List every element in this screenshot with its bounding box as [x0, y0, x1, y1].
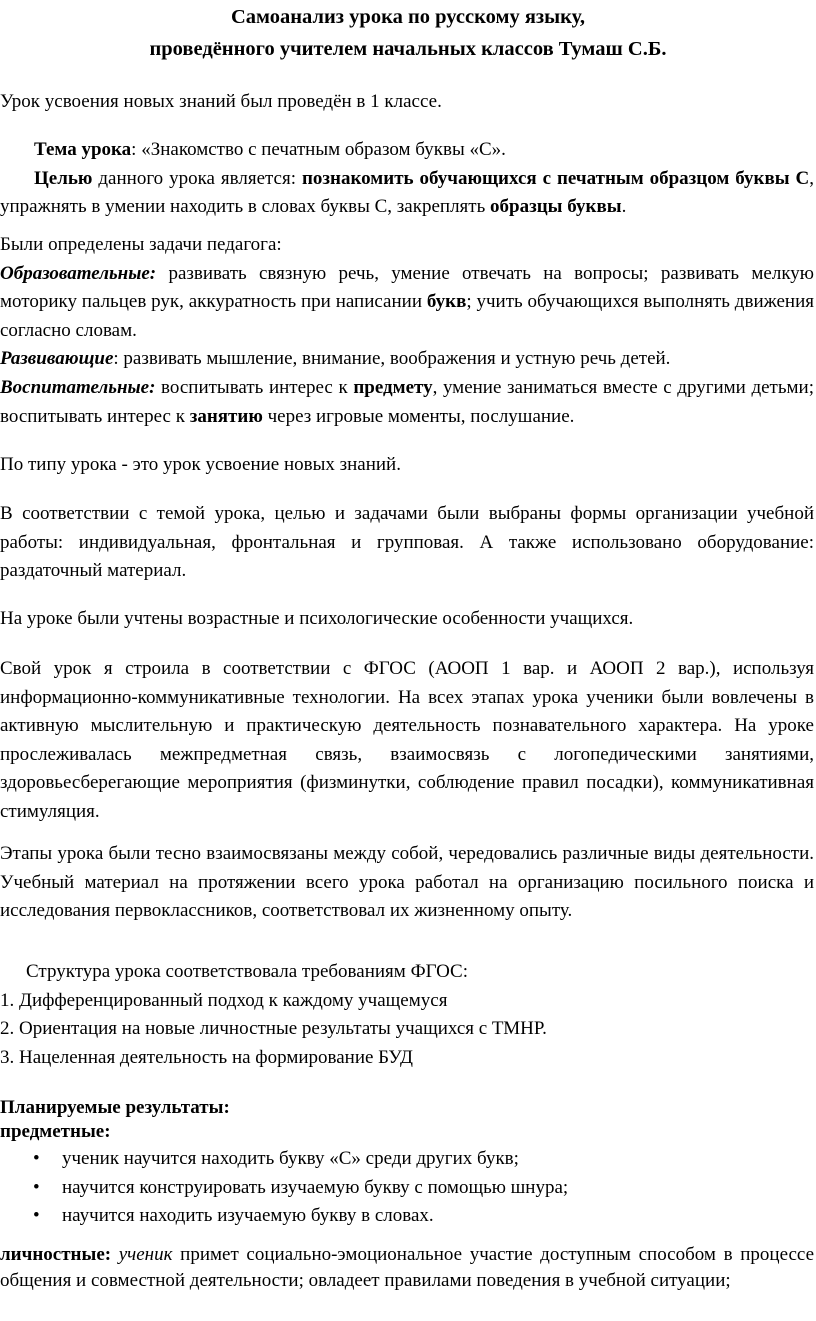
topic-text: : «Знакомство с печатным образом буквы «С». [131, 139, 506, 160]
tasks-upbringing [0, 374, 814, 431]
goal-paragraph [0, 165, 814, 222]
upbringing-label: Воспитательные: [0, 376, 156, 398]
upbringing-bold-2: занятию [189, 405, 263, 427]
fgos-structure-paragraph: Свой урок я строила в соответствии с ФГОС (АООП 1 вар. и АООП 2 вар.), используя информационно-коммуникативные технологии. На всех этапах урока ученики были вовлечены в активную мыслительную и практическую деятельность познавательного характера. На уроке прослеживалась межпредметная связь, взаимосвязь с логопедическими занятиями, здоровьесберегающие мероприятия (физминутки, соблюдение правил посадки), коммуникативная стимуляция. [0, 658, 814, 822]
goal-text-1: данного урока является: [92, 167, 302, 189]
list-item: • научится конструировать изучаемую букву с помощью шнура; [0, 1174, 814, 1203]
list-item: • научится находить изучаемую букву в словах. [0, 1202, 814, 1231]
topic-label: Тема урока [34, 139, 132, 160]
personal-italic: ученик [118, 1244, 173, 1265]
goal-bold-1: познакомить обучающихся с печатным образцом буквы С [301, 167, 810, 189]
tasks-section [0, 231, 814, 431]
age-features-paragraph: На уроке были учтены возрастные и психологические особенности учащихся. [0, 608, 634, 629]
goal-bold-2: образцы буквы [490, 196, 622, 218]
topic-paragraph [0, 136, 814, 222]
educational-bold: букв [426, 291, 467, 313]
title-line-2: проведённого учителем начальных классов Тумаш С.Б. [149, 38, 667, 60]
planned-results-heading: Планируемые результаты: [0, 1097, 230, 1118]
document-title [0, 1, 816, 65]
upbringing-bold-1: предмету [353, 376, 433, 398]
title-line-1: Самоанализ урока по русскому языку, [231, 6, 585, 28]
list-item: • ученик научится находить букву «С» среди других букв; [0, 1145, 814, 1174]
developing-label: Развивающие [0, 348, 114, 370]
upbringing-text-2: , умение заниматься вместе с другими детьми; воспитывать интерес к [0, 376, 814, 427]
intro-paragraph: Урок усвоения новых знаний был проведён в 1 классе. [0, 91, 442, 112]
upbringing-text-3: через игровые моменты, послушание. [262, 405, 575, 427]
personal-results-paragraph [0, 1242, 814, 1294]
personal-results-text: примет социально-эмоциональное участие доступным способом в процессе общения и совместной деятельности; овладеет правилами поведения в учебной ситуации; [0, 1244, 815, 1291]
educational-text-1: развивать связную речь, умение отвечать на вопросы; развивать мелкую моторику пальцев рук, аккуратность при написании [0, 262, 814, 313]
educational-label: Образовательные: [0, 262, 157, 284]
tasks-developing [0, 345, 814, 374]
stages-paragraph: Этапы урока были тесно взаимосвязаны между собой, чередовались различные виды деятельности. Учебный материал на протяжении всего урока работал на организацию посильного поиска и исследования первоклассников, соответствовал их жизненному опыту. [0, 843, 814, 922]
goal-text-3: . [621, 196, 627, 218]
planned-results-heading-block [0, 1096, 814, 1144]
tasks-educational [0, 260, 814, 346]
subject-results-list [0, 1145, 814, 1231]
upbringing-text-1: воспитывать интерес к [155, 376, 354, 398]
forms-paragraph: В соответствии с темой урока, целью и задачами были выбраны формы организации учебной работы: индивидуальная, фронтальная и групповая. А также использовано оборудование: раздаточный материал. [0, 503, 814, 582]
educational-text-2: ; учить обучающихся выполнять движения согласно словам. [0, 291, 814, 341]
goal-label: Целью [34, 167, 93, 189]
fgos-item: 1. Дифференцированный подход к каждому учащемуся [0, 989, 448, 1011]
tasks-intro: Были определены задачи педагога: [0, 234, 282, 255]
fgos-item: 2. Ориентация на новые личностные результаты учащихся с ТМНР. [0, 1018, 547, 1040]
fgos-requirements [0, 958, 814, 1072]
lesson-type-paragraph: По типу урока - это урок усвоение новых знаний. [0, 454, 401, 475]
fgos-item: 3. Нацеленная деятельность на формирование БУД [0, 1046, 413, 1068]
developing-text: : развивать мышление, внимание, воображения и устную речь детей. [113, 348, 671, 370]
fgos-intro: Структура урока соответствовала требованиям ФГОС: [26, 961, 468, 982]
goal-text-2: , упражнять в умении находить в словах буквы С, закреплять [0, 167, 814, 218]
subject-results-label: предметные: [0, 1121, 111, 1142]
personal-results-label: личностные: [0, 1244, 112, 1265]
